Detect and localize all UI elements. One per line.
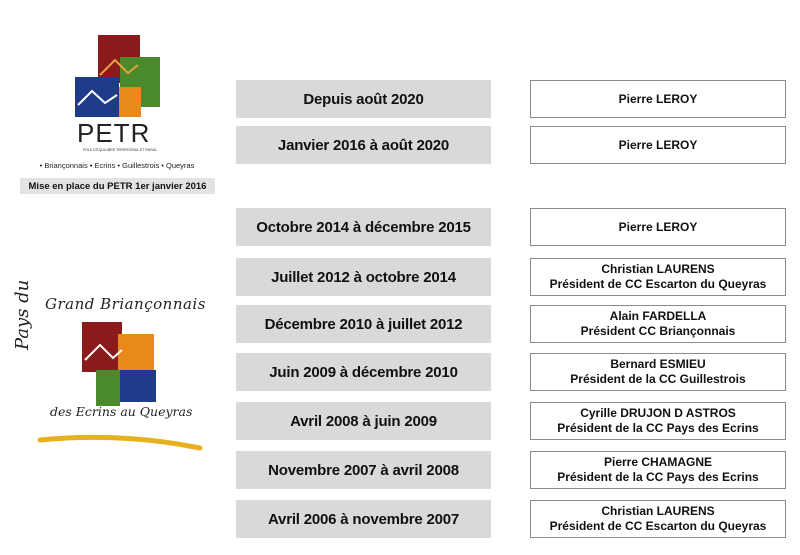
period-row-9: Avril 2006 à novembre 2007	[236, 500, 491, 538]
president-role: Président CC Briançonnais	[580, 324, 736, 338]
president-name: Christian LAURENS	[601, 504, 715, 518]
president-role: Président de la CC Pays des Ecrins	[557, 470, 759, 484]
president-role: Président de CC Escarton du Queyras	[549, 519, 767, 533]
period-row-2: Janvier 2016 à août 2020	[236, 126, 491, 164]
president-name: Pierre CHAMAGNE	[603, 455, 713, 469]
pays-logo	[30, 290, 205, 460]
president-box-9	[530, 500, 786, 538]
period-row-8: Novembre 2007 à avril 2008	[236, 451, 491, 489]
president-name: Pierre LEROY	[618, 219, 698, 234]
petr-wordmark: PETR	[77, 118, 151, 148]
period-row-7: Avril 2008 à juin 2009	[236, 402, 491, 440]
petr-caption: Mise en place du PETR 1er janvier 2016	[20, 178, 215, 194]
president-role: Président de la CC Pays des Ecrins	[557, 421, 759, 435]
president-box-3	[530, 208, 786, 246]
president-name: Bernard ESMIEU	[610, 357, 706, 371]
president-box-7	[530, 402, 786, 440]
pays-logo-swoosh	[40, 437, 200, 448]
president-box-8	[530, 451, 786, 489]
president-name: Pierre LEROY	[618, 137, 698, 152]
pays-logo-blue-square	[118, 370, 156, 402]
pays-logo-green-square	[96, 370, 120, 406]
pays-logo-orange-square	[118, 334, 154, 374]
president-box-6	[530, 353, 786, 391]
president-name: Alain FARDELLA	[609, 309, 707, 323]
president-role: Président de CC Escarton du Queyras	[549, 277, 767, 291]
period-row-3: Octobre 2014 à décembre 2015	[236, 208, 491, 246]
president-box-5	[530, 305, 786, 343]
pays-side-text: Pays du	[12, 279, 33, 350]
petr-subtitle: PÔLE D'ÉQUILIBRE TERRITORIAL ET RURAL	[82, 148, 158, 152]
period-row-5: Décembre 2010 à juillet 2012	[236, 305, 491, 343]
period-row-6: Juin 2009 à décembre 2010	[236, 353, 491, 391]
period-row-1: Depuis août 2020	[236, 80, 491, 118]
president-box-2	[530, 126, 786, 164]
president-name: Christian LAURENS	[601, 262, 715, 276]
president-name: Pierre LEROY	[618, 91, 698, 106]
pays-bottom-text: des Ecrins au Queyras	[50, 404, 193, 419]
president-box-1	[530, 80, 786, 118]
period-row-4: Juillet 2012 à octobre 2014	[236, 258, 491, 296]
pays-title: Grand Briançonnais	[45, 295, 206, 313]
petr-logo-orange-square	[119, 87, 141, 117]
president-name: Cyrille DRUJON D ASTROS	[580, 406, 736, 420]
president-role: Président de la CC Guillestrois	[570, 372, 746, 386]
petr-valleys: • Briançonnais • Ecrins • Guillestrois • Queyras	[39, 161, 195, 170]
president-box-4	[530, 258, 786, 296]
